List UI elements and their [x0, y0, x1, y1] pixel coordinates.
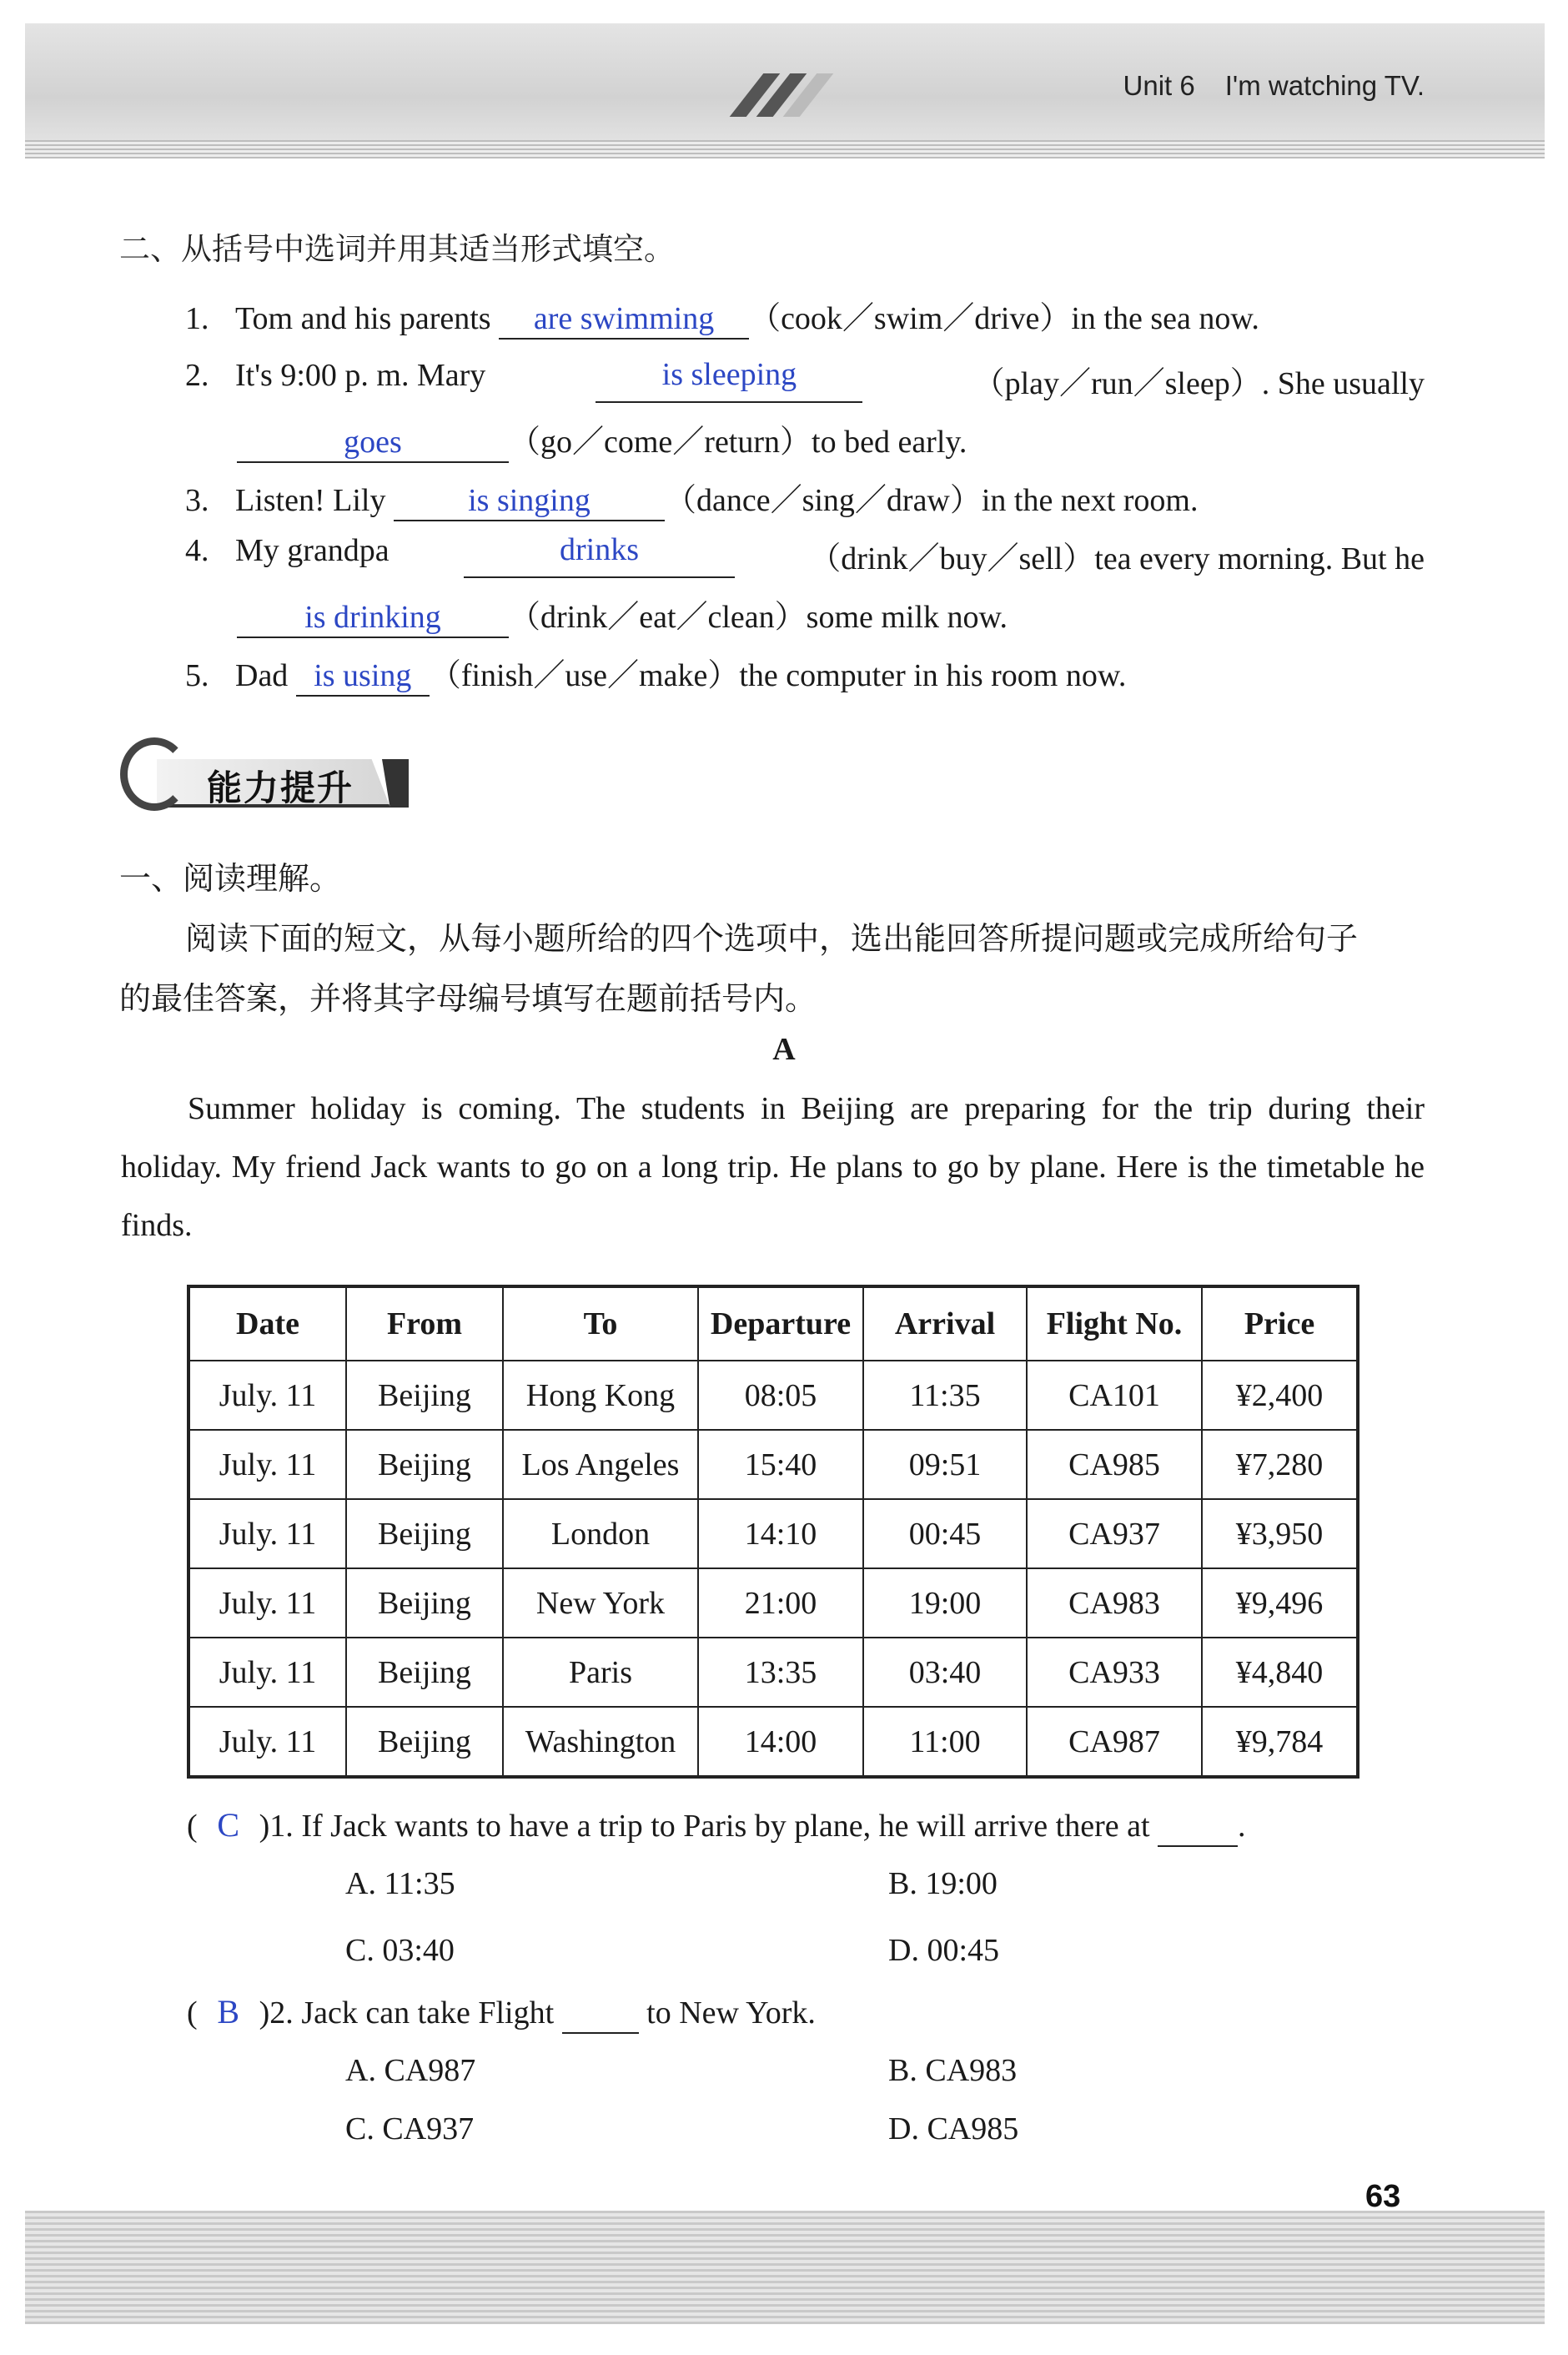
option-c: C. CA937	[345, 2111, 475, 2146]
table-row: July. 11 Beijing Washington 14:00 11:00 CA987 ¥9,784	[188, 1707, 1358, 1777]
footer-band	[25, 2211, 1545, 2324]
option-d: D. CA985	[888, 2111, 1019, 2146]
swirl-icon	[120, 737, 188, 811]
column-header: From	[346, 1286, 503, 1361]
instruction-line-1: 阅读下面的短文，从每小题所给的四个选项中，选出能回答所提问题或完成所给句子	[185, 920, 1359, 957]
section-title-reading: 一、阅读理解。	[119, 860, 342, 897]
question-1: ( C )1. If Jack wants to have a trip to Paris by plane, he will arrive there at .	[187, 1805, 1246, 1847]
question-blank	[562, 1995, 639, 2034]
question-2: ( B )2. Jack can take Flight to New York.	[187, 1992, 816, 2034]
column-header: Arrival	[863, 1286, 1027, 1361]
badge-label: 能力提升	[207, 767, 354, 808]
answer-blank: are swimming	[499, 301, 749, 340]
answer-blank: is singing	[394, 483, 665, 521]
instruction-line-2: 的最佳答案，并将其字母编号填写在题前括号内。	[119, 980, 817, 1017]
passage-text: Summer holiday is coming. The students in Beijing are preparing for the trip during their holiday. My friend Jack wants to go on a long trip. He plans to go by plane. Here is the timetable he finds.	[121, 1091, 1425, 1243]
table-row: July. 11 Beijing London 14:10 00:45 CA937 ¥3,950	[188, 1499, 1358, 1568]
column-header: Flight No.	[1027, 1286, 1202, 1361]
answer-blank: drinks	[464, 532, 735, 578]
passage-label: A	[772, 1032, 796, 1067]
column-header: Date	[188, 1286, 346, 1361]
exercise-line-1: 1. Tom and his parents are swimming （cook／swim／drive）in the sea now.	[185, 292, 1259, 340]
table-row: July. 11 Beijing Hong Kong 08:05 11:35 CA101 ¥2,400	[188, 1361, 1358, 1430]
table-header-row	[188, 1286, 1358, 1361]
unit-title: I'm watching TV.	[1224, 70, 1425, 101]
option-a: A. 11:35	[345, 1866, 455, 1901]
exercise-line-4: 4. My grandpa drinks （drink／buy／sell）tea every morning. But he	[185, 532, 1425, 576]
table-row: July. 11 Beijing New York 21:00 19:00 CA983 ¥9,496	[188, 1568, 1358, 1638]
option-b: B. CA983	[888, 2053, 1018, 2088]
answer-blank: is sleeping	[596, 357, 862, 403]
answer-letter: B	[217, 1993, 239, 2030]
table-row: July. 11 Beijing Paris 13:35 03:40 CA933 ¥4,840	[188, 1638, 1358, 1707]
answer-letter: C	[217, 1806, 239, 1844]
page-number: 63	[1365, 2179, 1401, 2214]
header-slash-decoration	[746, 73, 827, 121]
flight-timetable	[187, 1285, 1359, 1779]
option-a: A. CA987	[345, 2053, 476, 2088]
exercise-line-4b: is drinking （drink／eat／clean）some milk now.	[237, 591, 1008, 638]
exercise-line-2: 2. It's 9:00 p. m. Mary is sleeping （play／run／sleep）. She usually	[185, 357, 1425, 401]
unit-label: Unit 6	[1123, 70, 1195, 101]
running-header	[1123, 70, 1425, 102]
ability-badge	[117, 727, 409, 811]
answer-blank: is using	[296, 658, 430, 697]
exercise-line-5: 5. Dad is using （finish／use／make）the computer in his room now.	[185, 649, 1126, 697]
option-b: B. 19:00	[888, 1866, 998, 1901]
column-header: To	[503, 1286, 698, 1361]
column-header: Departure	[698, 1286, 863, 1361]
answer-blank: goes	[237, 425, 509, 463]
exercise-line-3: 3. Listen! Lily is singing （dance／sing／draw）in the next room.	[185, 474, 1199, 521]
column-header: Price	[1202, 1286, 1358, 1361]
exercise-line-2b: goes （go／come／return）to bed early.	[237, 415, 967, 463]
answer-blank: is drinking	[237, 600, 509, 638]
section-title-fill-blank: 二、从括号中选词并用其适当形式填空。	[119, 231, 675, 267]
option-c: C. 03:40	[345, 1933, 455, 1968]
table-row: July. 11 Beijing Los Angeles 15:40 09:51 CA985 ¥7,280	[188, 1430, 1358, 1499]
question-blank	[1158, 1809, 1238, 1847]
option-d: D. 00:45	[888, 1933, 999, 1968]
